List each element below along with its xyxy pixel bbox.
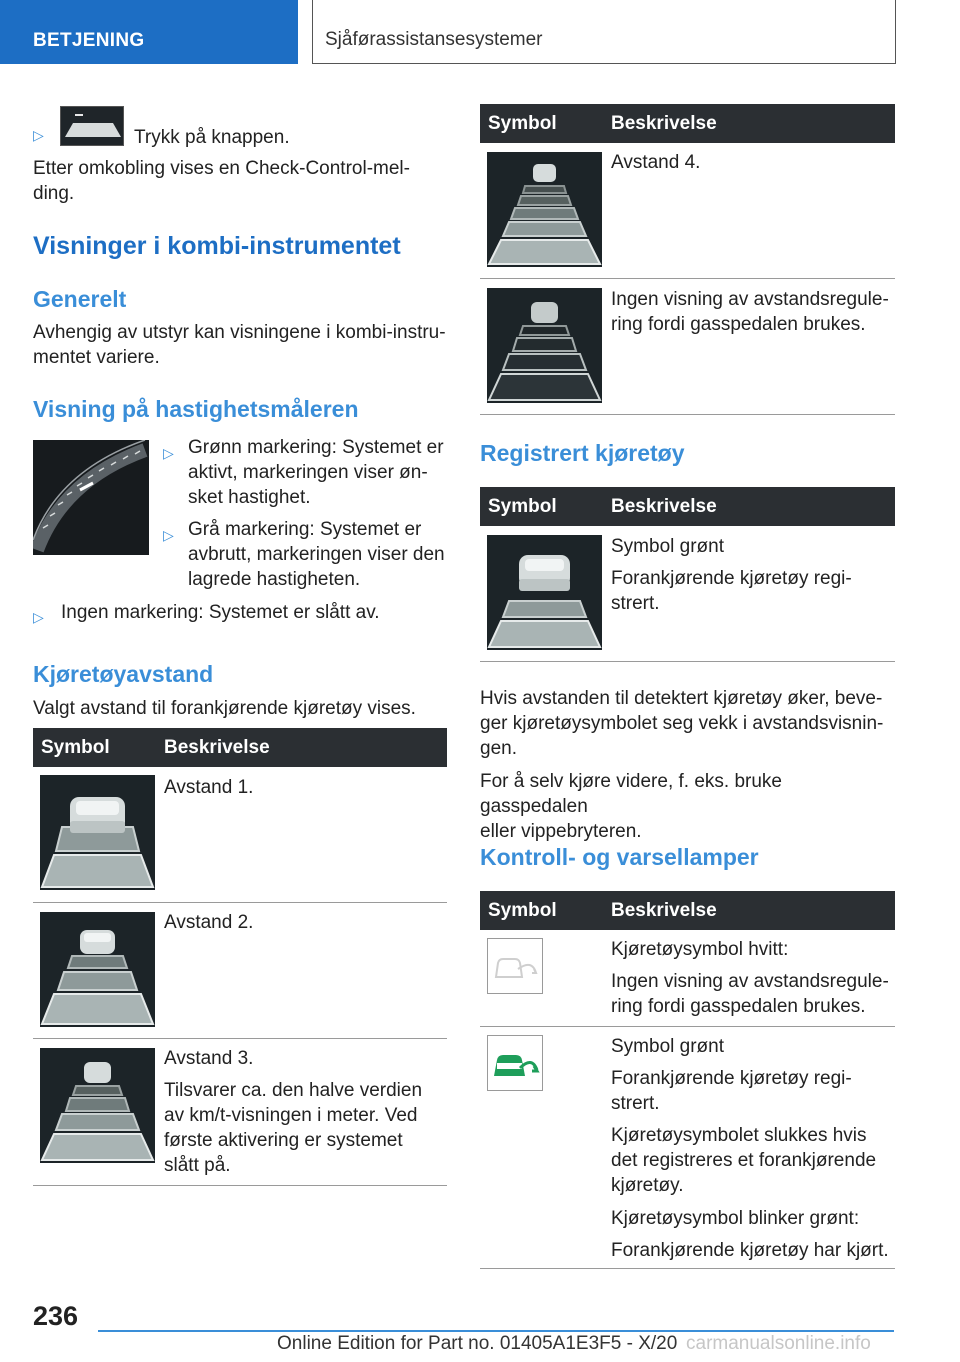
col-symbol: Symbol xyxy=(488,900,557,921)
distance-4-desc: Avstand 4. xyxy=(611,152,701,173)
green-icon-desc-1: Symbol grønt xyxy=(611,1036,724,1057)
section-tab xyxy=(0,0,298,64)
step-result-text: Etter omkobling vises en Check-Control-mel- ding. xyxy=(33,158,410,204)
distance-2-image xyxy=(40,912,155,1027)
bullet-green: Grønn markering: Systemet er aktivt, markeringen viser øn- sket hastighet. xyxy=(188,437,444,508)
row-divider xyxy=(33,902,447,903)
step-text: Trykk på knappen. xyxy=(134,127,290,148)
bullet-triangle-icon: ▷ xyxy=(33,127,44,143)
row-divider xyxy=(33,1185,447,1186)
col-description: Beskrivelse xyxy=(611,113,717,134)
section-label: BETJENING xyxy=(33,30,145,51)
watermark-text: carmanualsonline.info xyxy=(686,1333,871,1354)
distance-1-image xyxy=(40,775,155,890)
table-header xyxy=(33,728,447,767)
speedometer-image xyxy=(33,440,149,555)
registered-desc-1: Symbol grønt xyxy=(611,536,724,557)
footer-rule xyxy=(98,1330,894,1332)
col-description: Beskrivelse xyxy=(611,496,717,517)
page-number: 236 xyxy=(33,1301,79,1331)
paragraph-distance: Hvis avstanden til detektert kjøretøy øker, beve- ger kjøretøysymbolet seg vekk i avstandsvisnin- gen. xyxy=(480,688,884,759)
white-icon-desc-2: Ingen visning av avstandsregule- ring fordi gasspedalen brukes. xyxy=(611,971,889,1017)
bullet-none: Ingen markering: Systemet er slått av. xyxy=(61,602,380,623)
heading-generelt: Generelt xyxy=(33,286,127,312)
bullet-triangle-icon: ▷ xyxy=(33,609,44,625)
vehicle-white-icon xyxy=(487,938,543,994)
distance-2-desc: Avstand 2. xyxy=(164,912,254,933)
row-divider xyxy=(480,1268,895,1269)
no-distance-image xyxy=(487,288,602,403)
heading-avstand: Kjøretøyavstand xyxy=(33,661,214,687)
col-symbol: Symbol xyxy=(488,496,557,517)
bullet-grey: Grå markering: Systemet er avbrutt, markeringen viser den lagrede hastigheten. xyxy=(188,519,445,590)
green-icon-desc-4: Kjøretøysymbol blinker grønt: xyxy=(611,1208,860,1229)
distance-3-desc-2: Tilsvarer ca. den halve verdien av km/t-visningen i meter. Ved første aktivering er systemet slått på. xyxy=(164,1080,423,1176)
row-divider xyxy=(33,1038,447,1039)
green-icon-desc-2: Forankjørende kjøretøy regi- strert. xyxy=(611,1068,852,1114)
chapter-title: Sjåførassistansesystemer xyxy=(325,29,543,50)
row-divider xyxy=(480,414,895,415)
green-icon-desc-3: Kjøretøysymbolet slukkes hvis det registreres et forankjørende kjøretøy. xyxy=(611,1125,877,1196)
green-icon-desc-5: Forankjørende kjøretøy har kjørt. xyxy=(611,1240,889,1261)
distance-3-image xyxy=(40,1048,155,1163)
avstand-text: Valgt avstand til forankjørende kjøretøy vises. xyxy=(33,698,416,719)
bullet-triangle-icon: ▷ xyxy=(163,445,174,461)
heading-registrert: Registrert kjøretøy xyxy=(480,440,685,466)
row-divider xyxy=(480,278,895,279)
col-description: Beskrivelse xyxy=(164,737,270,758)
row-divider xyxy=(480,661,895,662)
paragraph-continue: For å selv kjøre videre, f. eks. bruke gasspedalen eller vippebryteren. xyxy=(480,771,782,842)
chapter-box xyxy=(312,0,896,64)
heading-kontroll: Kontroll- og varsellamper xyxy=(480,844,759,870)
registered-desc-2: Forankjørende kjøretøy regi- strert. xyxy=(611,568,852,614)
col-symbol: Symbol xyxy=(41,737,110,758)
distance-3-desc-1: Avstand 3. xyxy=(164,1048,254,1069)
heading-visninger: Visninger i kombi-instrumentet xyxy=(33,232,401,260)
button-symbol-icon xyxy=(60,106,124,146)
col-symbol: Symbol xyxy=(488,113,557,134)
edition-text: Online Edition for Part no. 01405A1E3F5 - X/20 xyxy=(277,1333,678,1354)
table-header xyxy=(480,104,895,143)
vehicle-green-icon xyxy=(487,1035,543,1091)
bullet-triangle-icon: ▷ xyxy=(163,527,174,543)
registered-vehicle-image xyxy=(487,535,602,650)
white-icon-desc-1: Kjøretøysymbol hvitt: xyxy=(611,939,789,960)
col-description: Beskrivelse xyxy=(611,900,717,921)
generelt-text: Avhengig av utstyr kan visningene i kombi-instru- mentet variere. xyxy=(33,322,446,368)
row-divider xyxy=(480,1026,895,1027)
no-distance-desc: Ingen visning av avstandsregule- ring fordi gasspedalen brukes. xyxy=(611,289,889,335)
table-header xyxy=(480,487,895,526)
distance-1-desc: Avstand 1. xyxy=(164,777,254,798)
table-header xyxy=(480,891,895,930)
distance-4-image xyxy=(487,152,602,267)
heading-hastighet: Visning på hastighetsmåleren xyxy=(33,396,359,422)
